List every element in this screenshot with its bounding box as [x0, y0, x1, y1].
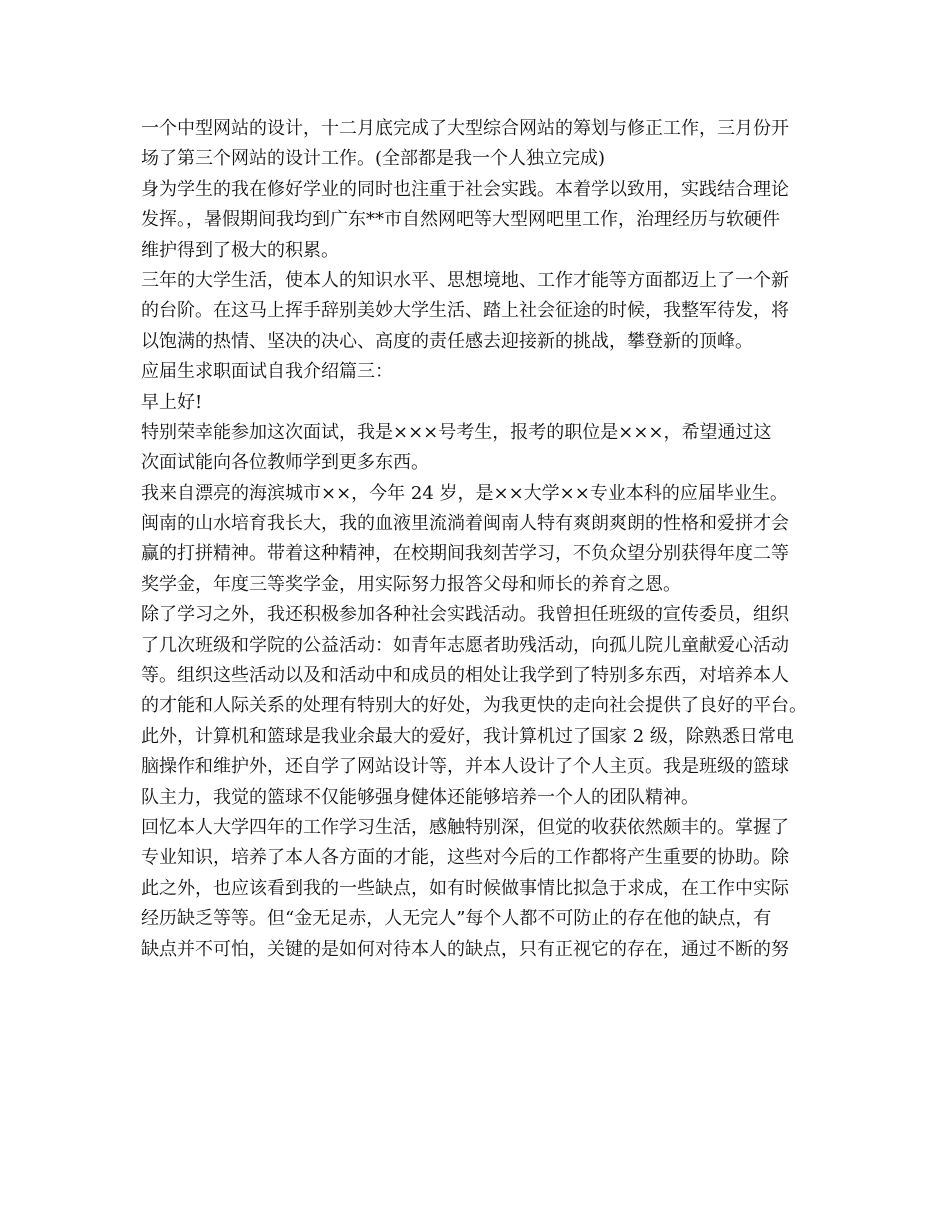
text-line: 一个中型网站的设计，十二月底完成了大型综合网站的筹划与修正工作，三月份开 [141, 118, 789, 139]
text-line: 此外，计算机和篮球是我业余最大的爱好，我计算机过了国家 2 级，除熟悉日常电 [141, 725, 794, 747]
text-line: 队主力，我觉的篮球不仅能够强身健体还能够培养一个人的团队精神。 [141, 786, 699, 808]
text-line: 维护得到了极大的积累。 [141, 239, 339, 261]
text-line: 经历缺乏等等。但“金无足赤，人无完人”每个人都不可防止的存在他的缺点，有 [141, 908, 772, 930]
text-line: 脑操作和维护外，还自学了网站设计等，并本人设计了个人主页。我是班级的篮球 [141, 756, 789, 778]
text-line: 此之外，也应该看到我的一些缺点，如有时候做事情比拟急于求成，在工作中实际 [141, 877, 789, 899]
text-line: 缺点并不可怕，关键的是如何对待本人的缺点，只有正视它的存在，通过不断的努 [141, 938, 789, 960]
text-line: 场了第三个网站的设计工作。(全部都是我一个人独立完成) [141, 148, 606, 170]
text-line: 赢的打拼精神。带着这种精神，在校期间我刻苦学习，不负众望分别获得年度二等 [141, 543, 789, 565]
text-line: 特别荣幸能参加这次面试，我是×××号考生，报考的职位是×××，希望通过这 [141, 421, 772, 443]
section-heading: 应届生求职面试自我介绍篇三： [141, 361, 393, 383]
text-line: 等。组织这些活动以及和活动中和成员的相处让我学到了特别多东西，对培养本人 [141, 665, 789, 687]
text-line: 的才能和人际关系的处理有特别大的好处，为我更快的走向社会提供了良好的平台。 [141, 695, 807, 717]
text-line: 次面试能向各位教师学到更多东西。 [141, 452, 429, 474]
text-line: 除了学习之外，我还积极参加各种社会实践活动。我曾担任班级的宣传委员，组织 [141, 604, 789, 626]
text-line: 闽南的山水培育我长大，我的血液里流淌着闽南人特有爽朗爽朗的性格和爱拼才会 [141, 513, 789, 535]
greeting-line: 早上好! [141, 391, 203, 413]
text-line: 回忆本人大学四年的工作学习生活，感触特别深，但觉的收获依然颇丰的。掌握了 [141, 816, 789, 838]
text-line: 发挥。，暑假期间我均到广东**市自然网吧等大型网吧里工作，治理经历与软硬件 [141, 209, 780, 231]
text-line: 我来自漂亮的海滨城市××，今年 24 岁，是××大学××专业本科的应届毕业生。 [141, 482, 788, 504]
text-line: 专业知识，培养了本人各方面的才能，这些对今后的工作都将产生重要的协助。除 [141, 847, 789, 869]
text-line: 了几次班级和学院的公益活动：如青年志愿者助残活动，向孤儿院儿童献爱心活动 [141, 634, 789, 656]
text-line: 奖学金，年度三等奖学金，用实际努力报答父母和师长的养育之恩。 [141, 573, 681, 595]
text-line: 三年的大学生活，使本人的知识水平、思想境地、工作才能等方面都迈上了一个新 [141, 269, 789, 291]
text-line: 以饱满的热情、坚决的决心、高度的责任感去迎接新的挑战，攀登新的顶峰。 [141, 330, 753, 352]
text-line: 的台阶。在这马上挥手辞别美妙大学生活、踏上社会征途的时候，我整军待发，将 [141, 300, 789, 322]
body-text [141, 114, 831, 965]
text-line: 身为学生的我在修好学业的同时也注重于社会实践。本着学以致用，实践结合理论 [141, 178, 789, 200]
